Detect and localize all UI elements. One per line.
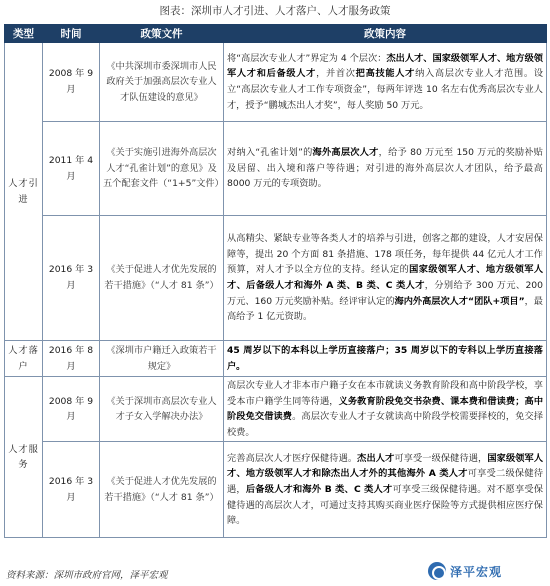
- row-document: 《关于促进人才优先发展的若干措施》（“人才 81 条”）: [100, 216, 224, 341]
- row-document: 《深圳市户籍迁入政策若干规定》: [100, 341, 224, 377]
- row-content: [224, 216, 547, 341]
- table-row: [5, 216, 547, 341]
- content-bold-text: 把高技能人才: [355, 68, 416, 80]
- row-document: 《关于实施引进海外高层次人才“孔雀计划”的意见》及五个配套文件（“1+5”文件）: [100, 122, 224, 216]
- content-bold-text: 义务教育阶段免交书杂费、课本费和借读费；高中阶段免交借读费: [227, 395, 544, 423]
- row-content: [224, 341, 547, 377]
- table-header-row: [5, 25, 547, 43]
- header-category: 类型: [5, 25, 43, 43]
- row-content: [224, 122, 547, 216]
- row-content: [224, 442, 547, 538]
- content-text: 完善高层次人才医疗保健待遇。: [227, 452, 358, 464]
- content-text: ，最高给予 1 亿元资助。: [227, 295, 543, 323]
- content-text: 。高层次专业人才子女就读高中阶段学校需要择校的，免交择校费。: [227, 411, 544, 438]
- table-row: [5, 377, 547, 442]
- content-text: ，给予 80 万元至 150 万元的奖励补贴及居留、出入境和落户等待遇；对引进的海外高层次人才团队，给予最高 8000 万元的专项资助。: [227, 147, 543, 190]
- table-row: [5, 442, 547, 538]
- content-text: 纳入高层次专业人才范围。设立“高层次专业人才工作专项资金”，每两年评选 10 名左右优秀高层次专业人才，授予“鹏城杰出人才奖”，每人奖励 50 万元。: [227, 68, 544, 111]
- content-bold-text: 杰出人才: [357, 452, 395, 464]
- content-text: 可享受一级保健待遇，: [394, 452, 488, 464]
- content-text: 可享受二级保健待遇，: [227, 468, 544, 496]
- header-time: 时间: [43, 25, 100, 43]
- row-document: 《关于促进人才优先发展的若干措施》（“人才 81 条”）: [100, 442, 224, 538]
- table-row: [5, 43, 547, 122]
- header-document: 政策文件: [100, 25, 224, 43]
- row-time: 2016 年 3月: [43, 216, 100, 341]
- row-content: [224, 377, 547, 442]
- row-time: 2008 年 9月: [43, 43, 100, 122]
- content-text: 从高精尖、紧缺专业等各类人才的培养与引进，创客之都的建设，人才安居保障等，提出 20 个方面 81 条措施、178 项任务，每年提供 44 亿元人才工作预算，对人才予以全方位的支持。经认定的: [227, 233, 543, 276]
- row-time: 2011 年 4月: [43, 122, 100, 216]
- row-time: 2008 年 9月: [43, 377, 100, 442]
- content-text: 可享受三级保健待遇。对不愿享受保健待遇的高层次人才，可通过支持其购买商业医疗保险等方式提供相应医疗保障。: [227, 484, 544, 527]
- table-row: [5, 341, 547, 377]
- content-bold-text: 海外高层次人才: [312, 147, 379, 159]
- row-content: [224, 43, 547, 122]
- category-settlement: 人才落户: [5, 341, 43, 377]
- content-text: ，分别给予 300 万元、200 万元、160 万元奖励补贴。经评审认定的: [227, 280, 543, 307]
- content-text: 将“高层次专业人才”界定为 4 个层次：: [227, 52, 387, 64]
- row-document: 《中共深圳市委深圳市人民政府关于加强高层次专业人才队伍建设的意见》: [100, 43, 224, 122]
- category-talent-intro: 人才引进: [5, 43, 43, 341]
- page-title: 图表：深圳市人才引进、人才落户、人才服务政策: [159, 5, 391, 17]
- content-bold-text: 国家级领军人才、地方级领军人才、后备级人才和海外 A 类、B 类、C 类人才: [227, 264, 544, 291]
- row-time: 2016 年 3月: [43, 442, 100, 538]
- category-service: 人才服务: [5, 377, 43, 538]
- row-time: 2016 年 8月: [43, 341, 100, 377]
- content-bold-text: 后备级人才和海外 B 类、C 类人才: [245, 484, 393, 496]
- content-bold-text: 45 周岁以下的本科以上学历直接落户；35 周岁以下的专科以上学历直接落户。: [227, 344, 543, 372]
- content-bold-text: 杰出人才、国家级领军人才、地方级领军人才和后备级人才: [227, 52, 543, 80]
- content-text: 高层次专业人才非本市户籍子女在本市就读义务教育阶段和高中阶段学校，享受本市户籍学生同等待遇，: [227, 380, 543, 407]
- content-text: 对纳入“孔雀计划”的: [227, 147, 313, 159]
- watermark: [428, 558, 546, 584]
- policy-table: [4, 24, 547, 538]
- content-bold-text: 海内外高层次人才“团队+项目”: [394, 295, 525, 307]
- table-row: [5, 122, 547, 216]
- row-document: 《关于深圳市高层次专业人才子女入学解决办法》: [100, 377, 224, 442]
- watermark-logo-icon: [428, 562, 446, 580]
- source-note: 资料来源：深圳市政府官网，泽平宏观: [6, 570, 168, 581]
- watermark-text: 泽平宏观: [450, 564, 503, 579]
- header-content: 政策内容: [224, 25, 547, 43]
- content-bold-text: 国家级领军人才、地方级领军人才和除杰出人才外的其他海外 A 类人才: [227, 452, 544, 480]
- content-text: ，并首次: [316, 68, 356, 80]
